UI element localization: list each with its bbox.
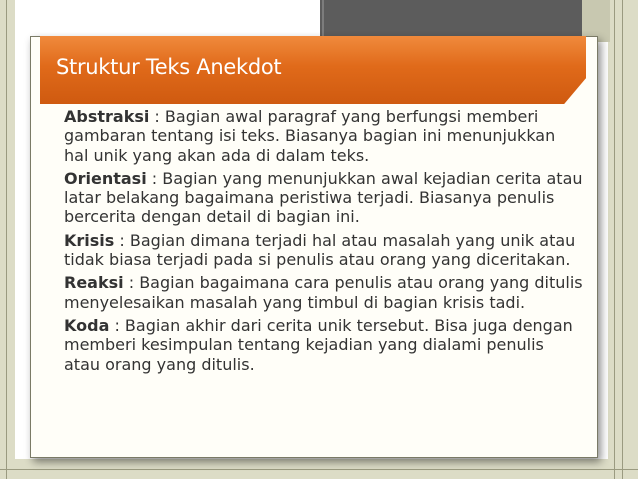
slide-title: Struktur Teks Anekdot <box>56 55 282 79</box>
item-description: : Bagian akhir dari cerita unik tersebut. Bisa juga dengan memberi kesimpulan tentang kejadian yang dialami penulis atau orang yang ditulis. <box>64 315 573 374</box>
list-item <box>64 107 584 165</box>
list-item <box>64 169 584 227</box>
list-item <box>64 231 584 270</box>
background-bar-right <box>608 0 638 479</box>
item-term: Abstraksi <box>64 107 150 126</box>
content-body <box>64 107 584 378</box>
item-description: : Bagian yang menunjukkan awal kejadian cerita atau latar belakang bagaimana peristiwa terjadi. Biasanya penulis bercerita dengan detail di bagian ini. <box>64 168 583 227</box>
decorative-line <box>622 0 623 479</box>
decorative-line <box>614 0 615 479</box>
list-item <box>64 273 584 312</box>
decorative-line <box>0 469 638 470</box>
item-description: : Bagian awal paragraf yang berfungsi memberi gambaran tentang isi teks. Biasanya bagian ini menunjukkan hal unik yang akan ada di dalam teks. <box>64 107 556 165</box>
item-description: : Bagian dimana terjadi hal atau masalah yang unik atau tidak biasa terjadi pada si penulis atau orang yang diceritakan. <box>64 230 576 270</box>
item-term: Krisis <box>64 230 115 250</box>
item-term: Orientasi <box>64 168 147 188</box>
list-item <box>64 316 584 374</box>
decorative-line <box>6 0 7 479</box>
item-term: Reaksi <box>64 273 124 293</box>
background-bar-left <box>0 0 15 479</box>
item-term: Koda <box>64 315 110 335</box>
item-description: : Bagian bagaimana cara penulis atau orang yang ditulis menyelesaikan masalah yang timbul di bagian krisis tadi. <box>64 273 583 312</box>
